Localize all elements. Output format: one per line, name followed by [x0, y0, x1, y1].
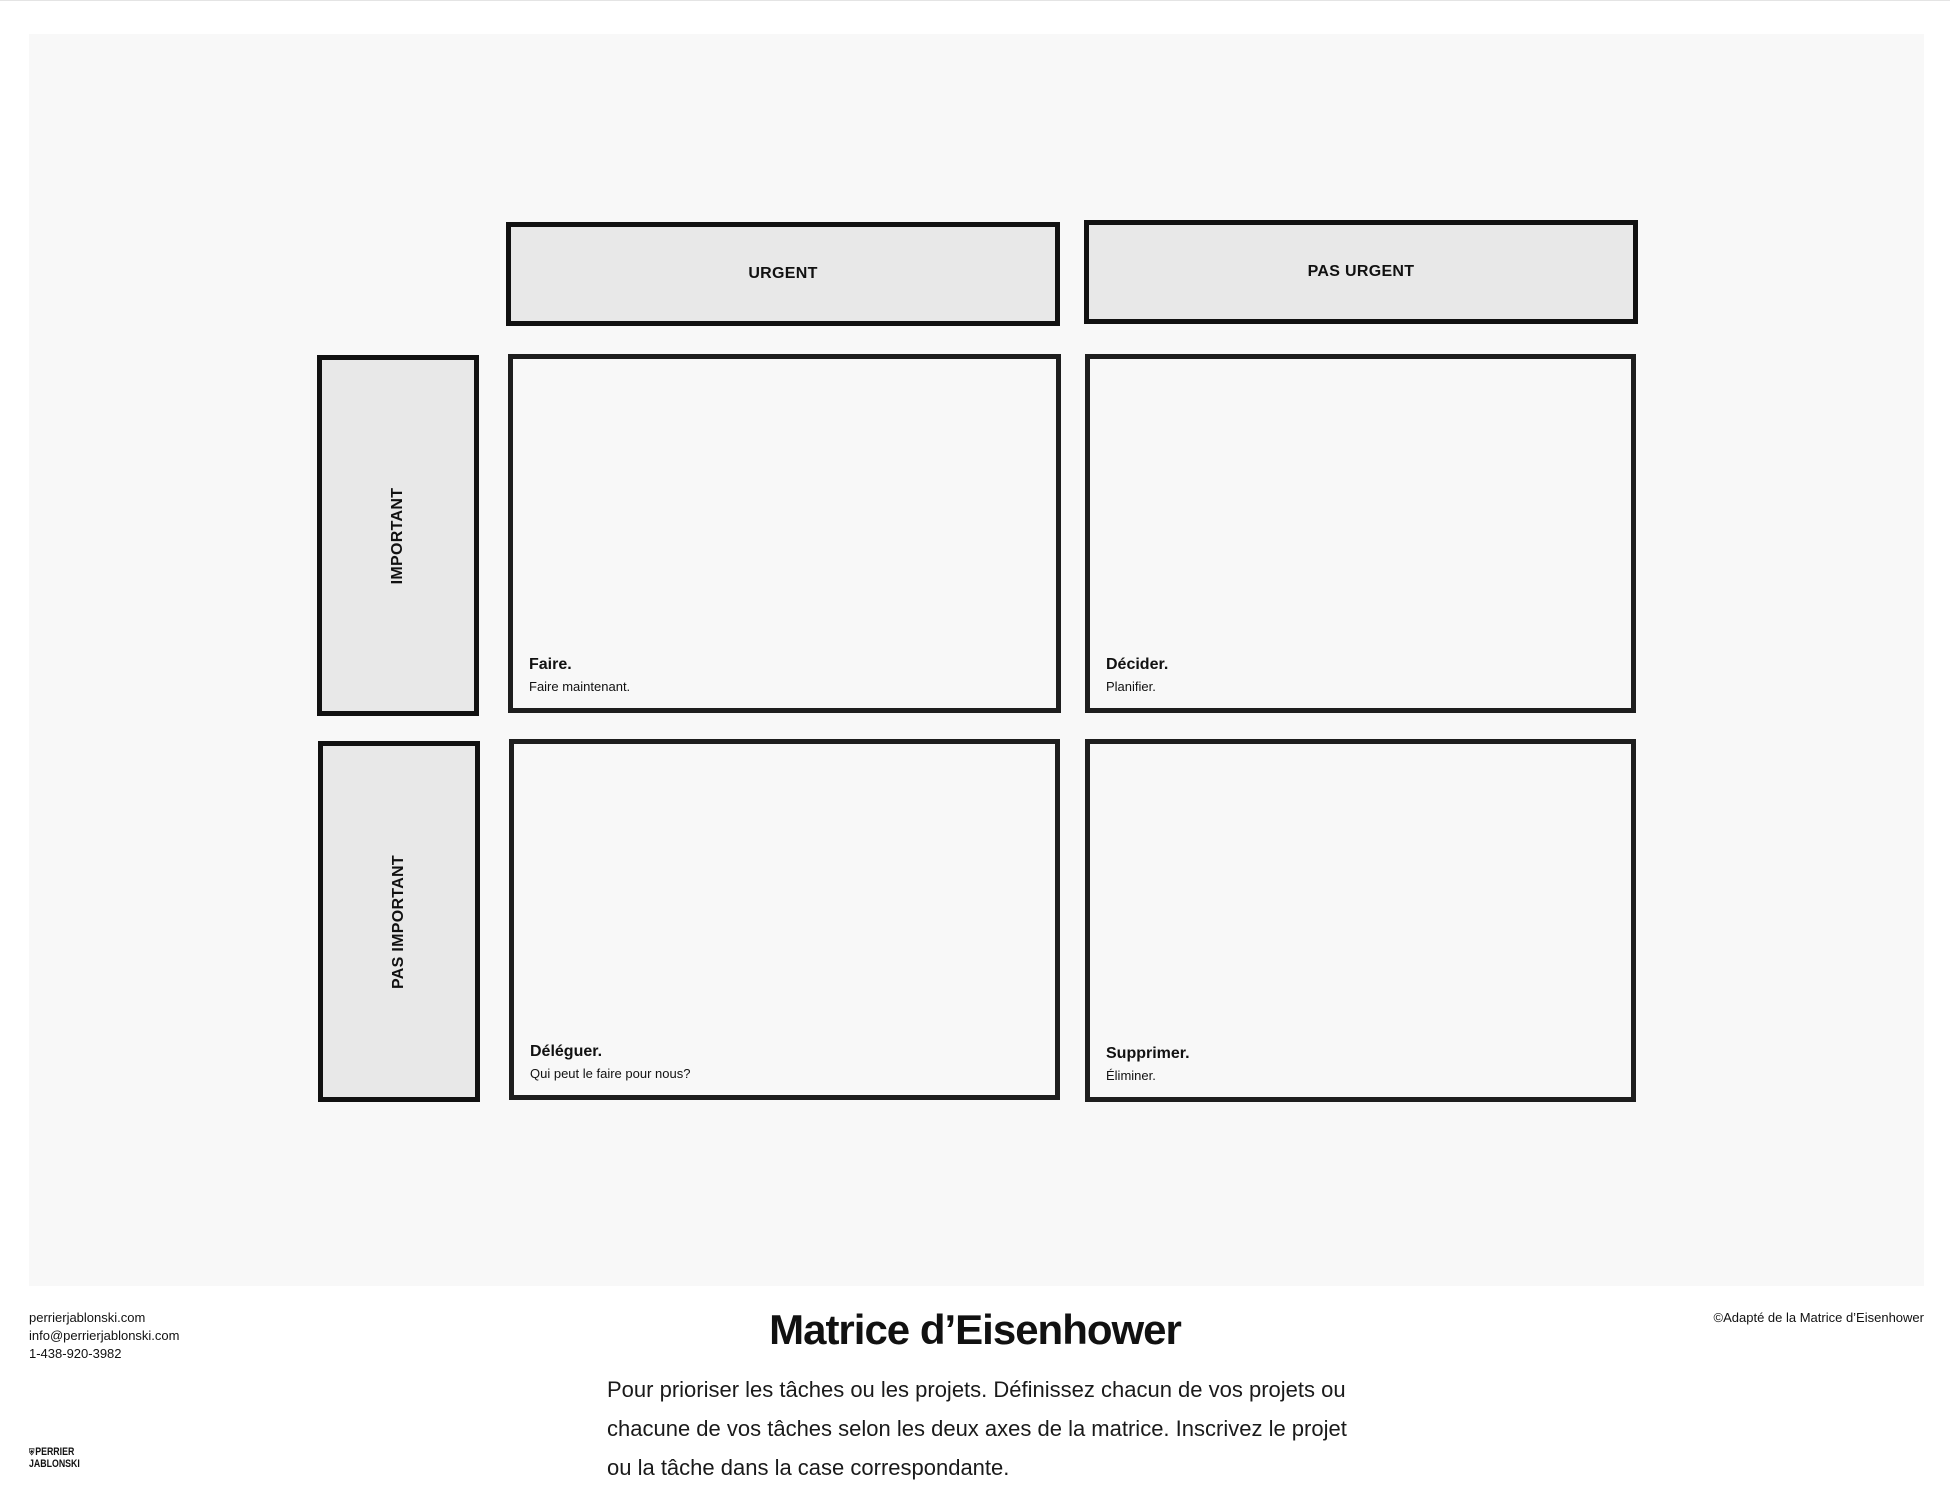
phone-number: 1-438-920-3982: [29, 1346, 122, 1361]
row-header-pas-important: [318, 741, 480, 1102]
quadrant-supprimer[interactable]: [1085, 739, 1636, 1102]
copyright-note: ©Adapté de la Matrice d’Eisenhower: [1713, 1310, 1924, 1325]
row-header-label: PAS IMPORTANT: [390, 854, 407, 989]
quadrant-faire[interactable]: [508, 354, 1061, 713]
quadrant-deleguer[interactable]: [509, 739, 1060, 1100]
quadrant-subtitle: Faire maintenant.: [529, 679, 631, 694]
column-header-label: PAS URGENT: [1307, 263, 1415, 280]
page-title: Matrice d’Eisenhower: [769, 1306, 1181, 1353]
quadrant-title: Déléguer.: [530, 1043, 603, 1060]
quadrant-decider[interactable]: [1085, 354, 1636, 713]
column-header-label: URGENT: [748, 265, 818, 282]
quadrant-title: Décider.: [1106, 656, 1169, 673]
quadrant-subtitle: Éliminer.: [1106, 1068, 1156, 1083]
quadrant-subtitle: Planifier.: [1106, 679, 1156, 694]
row-header-label: IMPORTANT: [389, 487, 406, 584]
email-link[interactable]: info@perrierjablonski.com: [29, 1328, 180, 1343]
row-header-important: [317, 355, 479, 716]
column-header-pas-urgent: [1084, 220, 1638, 324]
top-divider: [0, 0, 1950, 1]
page-description: Pour prioriser les tâches ou les projets. Définissez chacun de vos projets ou chacune de vos tâches selon les deux axes de la matrice. Inscrivez le projet ou la tâche dans la case correspondante.: [607, 1377, 1347, 1480]
quadrant-subtitle: Qui peut le faire pour nous?: [530, 1066, 691, 1081]
column-header-urgent: [506, 222, 1060, 326]
quadrant-title: Supprimer.: [1106, 1045, 1190, 1062]
quadrant-title: Faire.: [529, 656, 572, 673]
company-logo: [29, 1446, 85, 1470]
matrix-board: [29, 34, 1924, 1286]
logo-line-1: PERRIER: [35, 1446, 75, 1458]
logo-line-2: JABLONSKI: [29, 1458, 80, 1470]
shield-icon: ⛨: [29, 1447, 35, 1457]
website-link[interactable]: perrierjablonski.com: [29, 1310, 146, 1325]
